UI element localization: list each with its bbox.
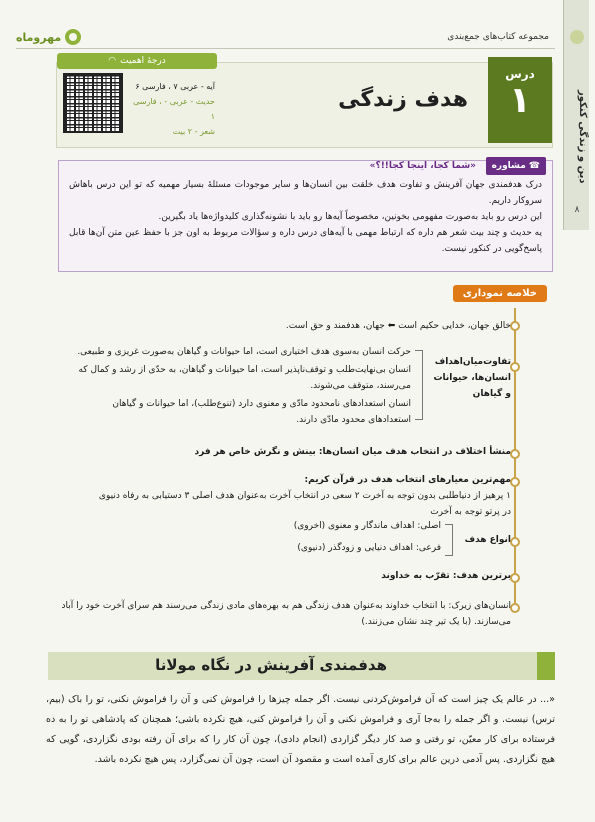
advice-paragraph-1: درک هدفمندی جهان آفرینش و تفاوت هدف خلقت بین انسان‌ها و سایر موجودات مسئلهٔ بسیار مهمیه که تو این درس باهاش سروکار داریم. xyxy=(69,180,542,206)
advice-subtitle: «شما کجا، اینجا کجا!!؟» xyxy=(369,161,476,171)
summary-row-origin: منشأ اختلاف در انتخاب هدف میان انسان‌ها: بینش و نگرش خاص هر فرد xyxy=(194,447,511,457)
summary-diff-b: انسان بی‌نهایت‌طلب و توقف‌ناپذیر است، اما حیوانات و گیاهان، به حدّی از رشد و کمال که می‌رسند، متوقف می‌شوند. xyxy=(78,365,411,391)
timeline-dot xyxy=(510,362,520,372)
bracket xyxy=(445,524,453,556)
timeline-dot xyxy=(510,537,520,547)
summary-row-best-goal: برترین هدف: تقرّب به خداوند xyxy=(381,571,511,581)
lesson-stats xyxy=(131,79,215,139)
bracket xyxy=(415,350,423,420)
timeline-dot xyxy=(510,603,520,613)
lesson-title: هدف زندگی xyxy=(338,87,468,112)
summary-tag: خلاصه نموداری xyxy=(453,285,547,302)
section-title: هدفمندی آفرینش در نگاه مولانا xyxy=(155,656,387,674)
summary-row-wise-people: انسان‌های زیرک: با انتخاب خداوند به‌عنوان هدف زندگی هم به بهره‌های مادی زندگی می‌رسند هم سرای آخرت خود را آباد می‌سازند. (با یک تیر چند نشان می‌زنند.) xyxy=(61,601,511,627)
lesson-label: درس xyxy=(505,67,535,81)
wifi-icon: ◠ xyxy=(108,56,117,66)
summary-diff-c: انسان استعدادهای نامحدود مادّی و معنوی دارد (تنوع‌طلب)، اما حیوانات و گیاهان استعدادهای محدود مادّی دارند. xyxy=(112,399,411,425)
summary-row-creator: خالق جهان، خدایی حکیم است ⬅ جهان، هدفمند و حق است. xyxy=(285,321,511,331)
importance-badge xyxy=(57,53,217,69)
timeline-dot xyxy=(510,573,520,583)
summary-row-label-differences: تفاوت‌میان‌اهداف انسان‌ها، حیوانات و گیاهان xyxy=(433,357,511,399)
timeline-dot xyxy=(510,449,520,459)
brand-name: مهروماه xyxy=(16,30,62,44)
brand-logo-icon xyxy=(65,29,81,45)
stats-verses: آیه - عربی ۷ ، فارسی ۶ xyxy=(135,82,215,91)
summary-goal-main: اصلی: اهداف ماندگار و معنوی (اخروی) xyxy=(293,521,441,531)
header-divider xyxy=(16,48,555,49)
advice-tag-label: مشاوره xyxy=(491,161,526,171)
timeline-dot xyxy=(510,477,520,487)
advice-tag xyxy=(486,157,546,175)
advice-paragraph-2: این درس رو باید به‌صورت مفهومی بخونین، مخصوصاً آیه‌ها رو باید با نشونه‌گذاری کلیدواژه‌ها یاد بگیرین. xyxy=(158,212,542,222)
summary-row-criteria: ۱ پرهیز از دنیاطلبی بدون توجه به آخرت ۲ سعی در انتخاب آخرت به‌عنوان هدف اصلی ۳ دستیابی به رفاه دنیوی در پرتو توجه به آخرت xyxy=(98,491,511,517)
page-number: ۸ xyxy=(574,205,580,215)
brand-logo xyxy=(16,29,81,45)
stats-poems: شعر - ۲ بیت xyxy=(172,127,215,136)
chapter-side-tab[interactable] xyxy=(563,0,589,230)
rumi-quote-paragraph: «... در عالم یک چیز است که آن فراموش‌کردنی نیست. اگر جمله چیزها را فراموش کنی و آن را فراموش نکنی، تو را باک (بیم، ترس) نیست. و اگر جمله را به‌جا آری و فراموش نکنی و آن را فراموش کنی، هیچ نکرده باشی؛ همچنان که پادشاهی تو را به ده فرستاده برای کار معیّن، تو رفتی و صد کار دیگر گزاردی (انجام دادی)، چون آن کار را که برای آن رفته بودی نگزاردی، گویی که هیچ نگزاردی. پس آدمی درین عالم برای کاری آمده است و مقصود آن است، چون آن نمی‌گزارد، پس هیچ نکرده باشد. xyxy=(46,694,555,765)
summary-row-criteria-label: مهم‌ترین معیارهای انتخاب هدف در قرآن کریم: xyxy=(304,475,511,485)
importance-label: درجهٔ اهمیت xyxy=(120,56,166,66)
advice-paragraph-3: یه حدیث و چند بیت شعر هم داره که ارتباط مهمی با آیه‌های درس داره و سؤالات مربوط به اون جز با حفظ عین متن آن‌ها قابل پاسخ‌گویی در کنکور نیست. xyxy=(69,228,542,254)
summary-diff-a: حرکت انسان به‌سوی هدف اختیاری است، اما حیوانات و گیاهان به‌صورت غریزی و طبیعی. xyxy=(77,347,411,357)
series-title: مجموعه کتاب‌های جمع‌بندی xyxy=(447,32,549,42)
summary-goal-secondary: فرعی: اهداف دنیایی و زودگذر (دنیوی) xyxy=(297,543,441,553)
lesson-banner xyxy=(56,56,553,148)
advice-box xyxy=(58,160,553,272)
chapter-title: دین و زندگی کنکور xyxy=(577,90,588,184)
advice-icon: ☎ xyxy=(528,161,540,171)
section-heading xyxy=(48,652,555,680)
qr-code[interactable] xyxy=(63,73,123,133)
lesson-number-box xyxy=(488,57,552,143)
lesson-number: ۱ xyxy=(509,80,531,121)
timeline-dot xyxy=(510,321,520,331)
summary-row-goal-types: انواع هدف xyxy=(464,535,511,545)
stats-hadith: حدیث - عربی - ، فارسی ۱ xyxy=(133,97,215,121)
apple-icon xyxy=(570,30,584,44)
